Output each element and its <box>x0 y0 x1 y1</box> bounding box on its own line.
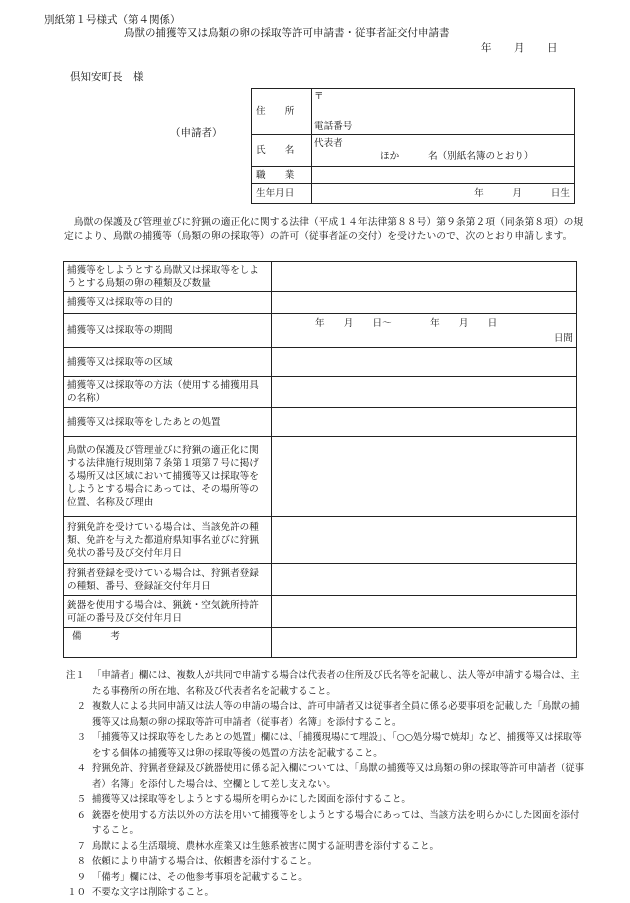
birth-label: 生年月日 <box>252 184 312 204</box>
remarks-label: 備 考 <box>64 628 272 658</box>
note-number: ４ <box>76 763 86 774</box>
note-number: ５ <box>76 794 86 805</box>
note-item <box>66 699 586 730</box>
representative-label: 代表者 <box>314 138 343 149</box>
form-id: 別紙第１号様式（第４関係） <box>44 14 181 26</box>
row-value[interactable] <box>272 437 577 517</box>
note-text: 「備考」欄には、その他参考事項を記載すること。 <box>92 871 308 883</box>
period-value[interactable] <box>272 314 577 348</box>
note-item <box>66 792 586 808</box>
row-value[interactable] <box>272 408 577 437</box>
note-number: ９ <box>76 871 86 883</box>
row-label: 狩猟免許を受けている場合は、当該免許の種類、免許を与えた都道府県知事名並びに狩猟免状の番号及び交付年月日 <box>64 517 272 564</box>
form-title: 鳥獣の捕獲等又は鳥類の卵の採取等許可申請書・従事者証交付申請書 <box>124 27 450 39</box>
row-value[interactable] <box>272 262 577 292</box>
note-text: 鳥獣による生活環境、農林水産業又は生態系被害に関する証明書を添付すること。 <box>92 840 439 852</box>
row-label: 鳥獣の保護及び管理並びに狩猟の適正化に関する法律施行規則第７条第１項第７号に掲げる場所又は区域において捕獲等又は採取等をしようとする場合にあっては、その場所等の位置、名称及び理由 <box>64 437 272 517</box>
period-dates: 年 月 日～ 年 月 日 <box>315 318 498 329</box>
others-label: ほか 名（別紙名簿のとおり） <box>380 151 534 162</box>
note-number: ８ <box>76 856 86 867</box>
date-month-label: 月 <box>514 42 525 54</box>
row-label: 捕獲等又は採取等の区域 <box>64 348 272 377</box>
note-item <box>66 885 586 901</box>
date-day-label: 日 <box>547 42 558 54</box>
note-text: 不要な文字は削除すること。 <box>92 887 214 898</box>
note-number: ３ <box>76 732 86 743</box>
row-value[interactable] <box>272 348 577 377</box>
note-item <box>66 668 586 699</box>
note-text: 捕獲等又は採取等をしようとする場所を明らかにした図面を添付すること。 <box>92 794 411 805</box>
recipient: 倶知安町長 様 <box>70 71 144 83</box>
remarks-value[interactable] <box>272 628 577 658</box>
birth-cell[interactable] <box>312 184 575 204</box>
row-value[interactable] <box>272 564 577 596</box>
row-label: 捕獲等又は採取等をしたあとの処置 <box>64 408 272 437</box>
row-value[interactable] <box>272 292 577 314</box>
period-days-label: 日間 <box>553 333 573 344</box>
row-label: 捕獲等をしようとする鳥獣又は採取等をしようとする鳥類の卵の種類及び数量 <box>64 262 272 292</box>
note-item <box>66 854 586 870</box>
note-item <box>66 870 586 886</box>
name-cell[interactable] <box>312 135 575 167</box>
name-label: 氏 名 <box>252 135 312 167</box>
note-item <box>66 730 586 761</box>
notes <box>66 668 586 901</box>
phone-label: 電話番号 <box>314 121 353 132</box>
row-label: 狩猟者登録を受けている場合は、狩猟者登録の種類、番号、登録証交付年月日 <box>64 564 272 596</box>
note-text: 複数人による共同申請又は法人等の申請の場合は、許可申請者又は従事者全員に係る必要事項を記載した「鳥獣の捕獲等又は鳥類の卵の採取等許可申請者（従事者）名簿」を添付すること。 <box>92 701 580 728</box>
note-number: １０ <box>67 887 86 898</box>
occupation-label: 職 業 <box>252 167 312 184</box>
row-value[interactable] <box>272 517 577 564</box>
birth-date-format: 年 月 日生 <box>474 188 570 199</box>
row-value[interactable] <box>272 596 577 628</box>
row-label: 捕獲等又は採取等の方法（使用する捕獲用具の名称） <box>64 377 272 408</box>
note-number: ７ <box>76 840 86 852</box>
date-year-label: 年 <box>481 42 492 54</box>
row-value[interactable] <box>272 377 577 408</box>
row-label: 銃器を使用する場合は、猟銃・空気銃所持許可証の番号及び交付年月日 <box>64 596 272 628</box>
postal-mark: 〒 <box>314 91 324 102</box>
note-item <box>66 761 586 792</box>
applicant-label: （申請者） <box>170 127 223 139</box>
note-text: 銃器を使用する方法以外の方法を用いて捕獲等をしようとする場合にあっては、当該方法を明らかにした図面を添付すること。 <box>92 809 580 836</box>
note-item <box>66 839 586 855</box>
application-table <box>63 261 577 658</box>
note-number: ６ <box>76 809 86 821</box>
note-text: 「申請者」欄には、複数人が共同で申請する場合は代表者の住所及び氏名等を記載し、法人等が申請する場合は、主たる事務所の所在地、名称及び代表者名を記載すること。 <box>92 670 580 697</box>
address-label: 住 所 <box>252 89 312 135</box>
note-text: 依頼により申請する場合は、依頼書を添付すること。 <box>92 856 318 867</box>
address-cell[interactable] <box>312 89 575 135</box>
note-item <box>66 808 586 839</box>
note-text: 「捕獲等又は採取等をしたあとの処置」欄には、「捕獲現場にて埋設」、「○○処分場で焼却」など、捕獲等又は採取等をする個体の捕獲等又は卵の採取等後の処置の方法を記載すること。 <box>92 732 582 759</box>
note-number: 注１ <box>66 670 85 681</box>
note-text: 狩猟免許、狩猟者登録及び銃器使用に係る記入欄については、「鳥獣の捕獲等又は鳥類の卵の採取等許可申請者（従事者）名簿」を添付した場合は、空欄として差し支えない。 <box>92 763 584 790</box>
row-label: 捕獲等又は採取等の目的 <box>64 292 272 314</box>
applicant-table <box>251 88 575 204</box>
note-number: ２ <box>76 701 86 712</box>
row-label: 捕獲等又は採取等の期間 <box>64 314 272 348</box>
occupation-cell[interactable] <box>312 167 575 184</box>
intro-paragraph: 鳥獣の保護及び管理並びに狩猟の適正化に関する法律（平成１４年法律第８８号）第９条第２項（同条第８項）の規定により、鳥獣の捕獲等（鳥類の卵の採取等）の許可（従事者証の交付）を受けたいので、次のとおり申請します。 <box>64 217 584 242</box>
